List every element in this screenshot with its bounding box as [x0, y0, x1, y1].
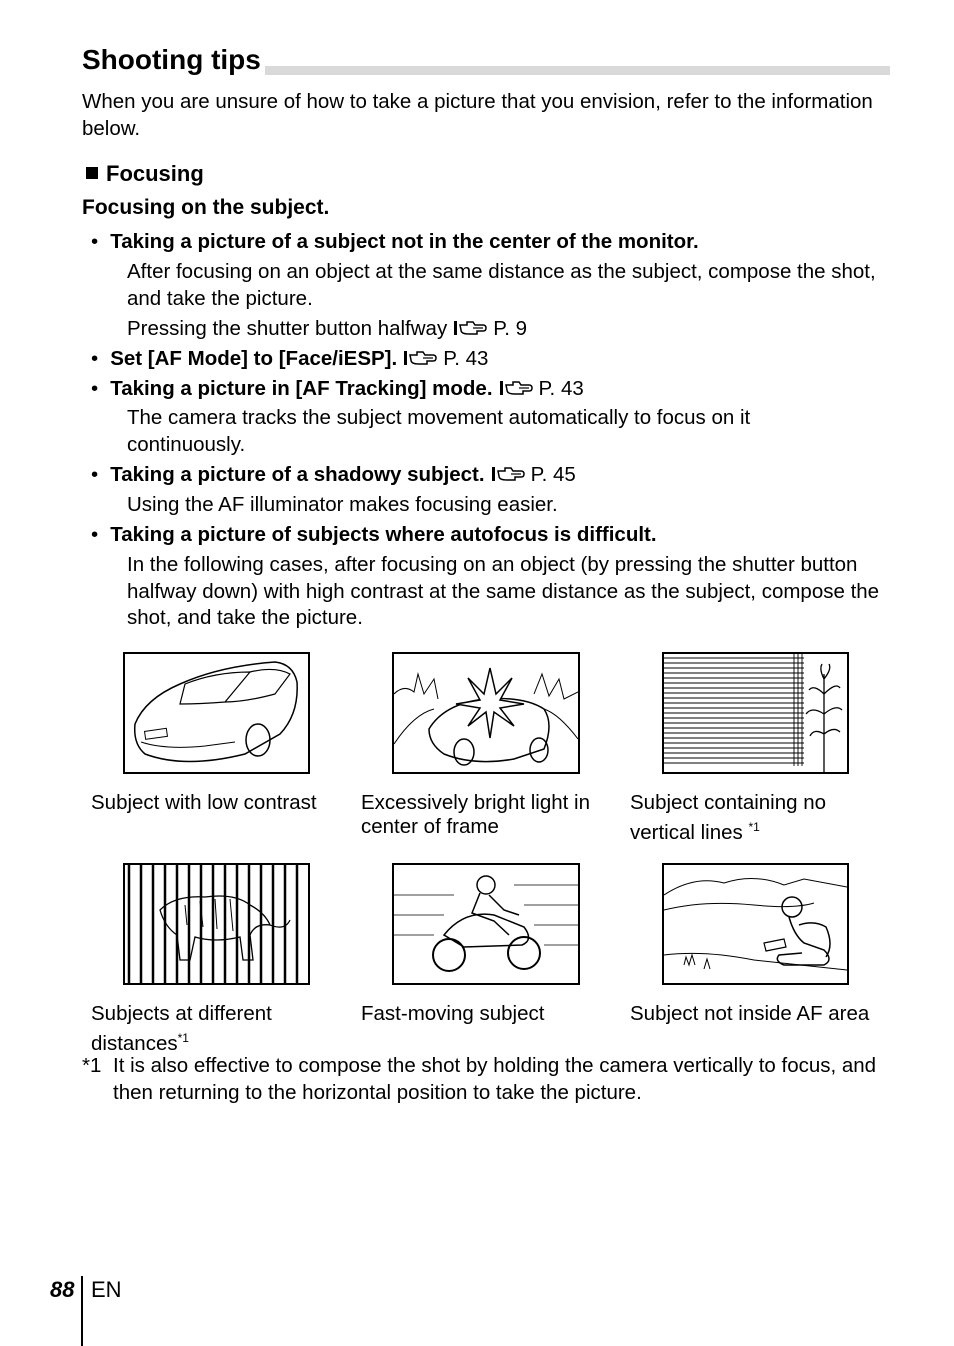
caption-low-contrast: Subject with low contrast: [91, 791, 317, 814]
caption-bright-light: Excessively bright light in center of frame: [361, 791, 591, 838]
caption-no-vertical: Subject containing no vertical lines $^{*1}$: [630, 791, 827, 844]
page-reference-icon: [453, 318, 487, 345]
page-number: 88: [50, 1277, 75, 1302]
list-item: • Taking a picture of subjects where autofocus is difficult.: [91, 523, 657, 546]
list-item: • Set [AF Mode] to [Face/iESP]. P. 43: [91, 346, 488, 374]
item-body: The camera tracks the subject movement automatically to focus on it continuously.: [127, 406, 751, 456]
page-title: Shooting tips: [82, 42, 265, 78]
intro-text: When you are unsure of how to take a picture that you envision, refer to the information below.: [82, 90, 873, 140]
caption-different-distances: Subjects at different distances$^{*1}$: [91, 1002, 272, 1055]
caption-not-in-af: Subject not inside AF area: [630, 1002, 870, 1025]
horizontal-lines-plant-illustration: [662, 652, 849, 774]
page-reference-icon: [499, 378, 533, 404]
motorcycle-rider-illustration: [392, 863, 580, 985]
item-body: Using the AF illuminator makes focusing easier.: [127, 493, 558, 516]
bright-light-car-illustration: [392, 652, 580, 774]
item-body: In the following cases, after focusing on an object (by pressing the shutter button halfway down) with high contrast at the same distance as the subject, compose the shot, and take the picture.: [127, 553, 880, 629]
item-body: Pressing the shutter button halfway P. 9: [127, 316, 897, 345]
tiger-behind-bars-illustration: [123, 863, 310, 985]
seated-person-landscape-illustration: [662, 863, 849, 985]
caption-fast-moving: Fast-moving subject: [361, 1002, 545, 1025]
square-bullet-icon: [86, 167, 98, 179]
item-body: After focusing on an object at the same distance as the subject, compose the shot, and take the picture.: [127, 260, 876, 310]
footnote-text: It is also effective to compose the shot by holding the camera vertically to focus, and then returning to the horizontal position to take the picture.: [113, 1054, 877, 1104]
list-item: • Taking a picture of a shadowy subject. P. 45: [91, 462, 576, 490]
page-reference-icon: [491, 464, 525, 490]
language-label: EN: [91, 1277, 122, 1302]
footer-divider: [81, 1276, 83, 1346]
subheading: Focusing on the subject.: [82, 196, 330, 219]
footnote-mark: *1: [82, 1054, 102, 1077]
list-item: • Taking a picture in [AF Tracking] mode. P. 43: [91, 376, 584, 404]
low-contrast-car-illustration: [123, 652, 310, 774]
page-reference-icon: [403, 348, 437, 374]
section-heading: Focusing: [86, 160, 204, 188]
list-item: • Taking a picture of a subject not in the center of the monitor.: [91, 230, 699, 253]
